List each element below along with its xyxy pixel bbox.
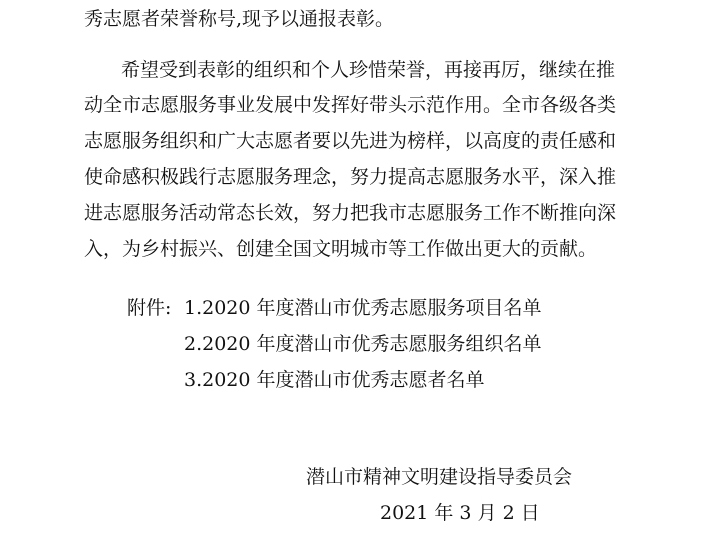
attachment-item-3: 3.2020 年度潜山市优秀志愿者名单 bbox=[184, 369, 485, 391]
signature-date: 2021 年 3 月 2 日 bbox=[380, 502, 540, 524]
paragraph-2-line-3: 志愿服务组织和广大志愿者要以先进为榜样，以高度的责任感和 bbox=[84, 130, 617, 152]
paragraph-2-line-1: 希望受到表彰的组织和个人珍惜荣誉，再接再厉，继续在推 bbox=[121, 59, 616, 81]
signature-organization: 潜山市精神文明建设指导委员会 bbox=[306, 466, 573, 488]
paragraph-2-line-2: 动全市志愿服务事业发展中发挥好带头示范作用。全市各级各类 bbox=[84, 94, 617, 116]
attachment-item-1: 1.2020 年度潜山市优秀志愿服务项目名单 bbox=[184, 297, 542, 319]
paragraph-2-line-4: 使命感积极践行志愿服务理念，努力提高志愿服务水平，深入推 bbox=[84, 166, 617, 188]
attachments-label: 附件: bbox=[127, 297, 172, 319]
attachment-item-2: 2.2020 年度潜山市优秀志愿服务组织名单 bbox=[184, 333, 542, 355]
paragraph-2-line-6: 入，为乡村振兴、创建全国文明城市等工作做出更大的贡献。 bbox=[84, 238, 598, 260]
paragraph-1-tail: 秀志愿者荣誉称号,现予以通报表彰。 bbox=[84, 8, 395, 30]
paragraph-2-line-5: 进志愿服务活动常态长效，努力把我市志愿服务工作不断推向深 bbox=[84, 202, 617, 224]
